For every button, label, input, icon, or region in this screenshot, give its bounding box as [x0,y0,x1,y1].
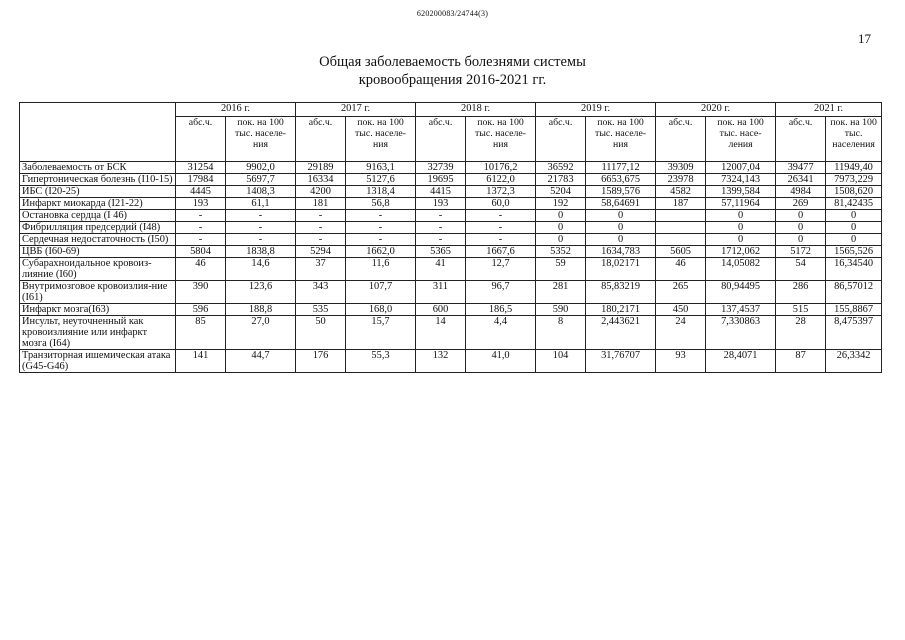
rate-header: пок. на 100 тыс. населе-ния [226,117,296,162]
abs-count-cell: 535 [296,304,346,316]
rate-cell: 56,8 [346,198,416,210]
abs-count-cell: 16334 [296,174,346,186]
rate-header: пок. на 100 тыс. насе-ления [706,117,776,162]
row-label: Фибрилляция предсердий (I48) [20,222,176,234]
abs-count-cell: 5294 [296,246,346,258]
rate-cell: 1662,0 [346,246,416,258]
rate-cell: 0 [706,210,776,222]
table-row [20,186,882,198]
abs-count-cell: 39477 [776,162,826,174]
abs-count-cell: 0 [776,222,826,234]
rate-cell: 107,7 [346,281,416,304]
rate-cell: 168,0 [346,304,416,316]
abs-count-cell: - [416,234,466,246]
year-header: 2020 г. [656,103,776,117]
rate-cell: 28,4071 [706,350,776,373]
rate-cell: 1508,620 [826,186,882,198]
abs-count-header: абс.ч. [296,117,346,162]
abs-count-cell: 23978 [656,174,706,186]
rate-cell: 85,83219 [586,281,656,304]
rate-cell: - [346,222,416,234]
rate-cell: - [346,210,416,222]
rate-cell: 155,8867 [826,304,882,316]
abs-count-cell: 0 [776,234,826,246]
rate-cell: 18,02171 [586,258,656,281]
abs-count-cell: 0 [776,210,826,222]
abs-count-cell: 311 [416,281,466,304]
abs-count-cell: 24 [656,316,706,350]
rate-cell: 1634,783 [586,246,656,258]
abs-count-cell: 37 [296,258,346,281]
abs-count-cell: 590 [536,304,586,316]
abs-count-cell: - [176,222,226,234]
table-row [20,246,882,258]
rate-cell: 60,0 [466,198,536,210]
row-label: Инфаркт миокарда (I21-22) [20,198,176,210]
rate-cell: - [346,234,416,246]
abs-count-header: абс.ч. [656,117,706,162]
rate-cell: 123,6 [226,281,296,304]
abs-count-cell: 390 [176,281,226,304]
row-label: Инфаркт мозга(I63) [20,304,176,316]
table-row [20,210,882,222]
rate-cell: 1565,526 [826,246,882,258]
rate-cell: 1318,4 [346,186,416,198]
rate-cell: 96,7 [466,281,536,304]
abs-count-cell: - [416,210,466,222]
row-label: ИБС (I20-25) [20,186,176,198]
abs-count-cell: 269 [776,198,826,210]
abs-count-cell: - [416,222,466,234]
rate-cell: 57,11964 [706,198,776,210]
rate-cell: 7973,229 [826,174,882,186]
abs-count-cell: 515 [776,304,826,316]
row-label: Сердечная недостаточность (I50) [20,234,176,246]
rate-cell: 10176,2 [466,162,536,174]
rate-cell: 11949,40 [826,162,882,174]
abs-count-cell: 450 [656,304,706,316]
rate-cell: 6653,675 [586,174,656,186]
row-label: Транзиторная ишемическая атака (G45-G46) [20,350,176,373]
row-label: Гипертоническая болезнь (I10-15) [20,174,176,186]
abs-count-cell: 192 [536,198,586,210]
abs-count-cell: 5804 [176,246,226,258]
abs-count-cell: 28 [776,316,826,350]
abs-count-header: абс.ч. [776,117,826,162]
rate-cell: 7,330863 [706,316,776,350]
rate-header: пок. на 100 тыс. населения [826,117,882,162]
abs-count-cell: - [296,222,346,234]
rate-cell: 0 [826,234,882,246]
abs-count-cell: - [176,210,226,222]
row-label: Субарахноидальное кровоиз-лияние (I60) [20,258,176,281]
table-row [20,258,882,281]
abs-count-cell: 54 [776,258,826,281]
abs-count-cell: 4582 [656,186,706,198]
abs-count-cell: 41 [416,258,466,281]
abs-count-header: абс.ч. [536,117,586,162]
rate-cell: 2,443621 [586,316,656,350]
abs-count-cell: 193 [416,198,466,210]
rate-cell: 1667,6 [466,246,536,258]
year-header: 2021 г. [776,103,882,117]
rate-cell: 1372,3 [466,186,536,198]
table-row [20,162,882,174]
rate-cell: 9902,0 [226,162,296,174]
abs-count-cell: 4415 [416,186,466,198]
rate-cell: 12007,04 [706,162,776,174]
document-id: 620200083/24744(3) [416,9,489,18]
year-header: 2019 г. [536,103,656,117]
rate-cell: 0 [586,210,656,222]
abs-count-cell: 141 [176,350,226,373]
abs-count-cell: 187 [656,198,706,210]
table-row [20,350,882,373]
abs-count-cell: 176 [296,350,346,373]
rate-cell: 0 [706,234,776,246]
page-number: 17 [858,31,871,46]
rate-cell: 61,1 [226,198,296,210]
abs-count-cell: 87 [776,350,826,373]
abs-count-cell: 59 [536,258,586,281]
rate-cell: 16,34540 [826,258,882,281]
abs-count-cell: 36592 [536,162,586,174]
abs-count-cell: 5365 [416,246,466,258]
abs-count-cell: 193 [176,198,226,210]
abs-count-header: абс.ч. [176,117,226,162]
rate-cell: 55,3 [346,350,416,373]
rate-cell: 6122,0 [466,174,536,186]
rate-cell: 0 [826,210,882,222]
page-title [0,53,905,89]
abs-count-cell: - [296,210,346,222]
rate-cell: 0 [826,222,882,234]
rate-cell: 44,7 [226,350,296,373]
rate-cell: 5697,7 [226,174,296,186]
abs-count-cell: - [176,234,226,246]
abs-count-cell: 5352 [536,246,586,258]
rate-cell: 1589,576 [586,186,656,198]
table-row [20,234,882,246]
rate-header: пок. на 100 тыс. населе-ния [466,117,536,162]
abs-count-cell: 104 [536,350,586,373]
rate-cell: 4,4 [466,316,536,350]
rate-cell: 14,6 [226,258,296,281]
abs-count-cell: - [296,234,346,246]
abs-count-cell: 596 [176,304,226,316]
abs-count-cell: 85 [176,316,226,350]
abs-count-cell [656,222,706,234]
abs-count-cell: 5605 [656,246,706,258]
rate-header: пок. на 100 тыс. населе-ния [586,117,656,162]
abs-count-cell: 46 [656,258,706,281]
rate-cell: - [226,210,296,222]
abs-count-cell: 181 [296,198,346,210]
table-row [20,281,882,304]
abs-count-cell: 8 [536,316,586,350]
morbidity-table [19,102,882,373]
rate-cell: 180,2171 [586,304,656,316]
year-header-row [20,103,882,117]
abs-count-cell: 4984 [776,186,826,198]
row-label: Заболеваемость от БСК [20,162,176,174]
rate-cell: 137,4537 [706,304,776,316]
abs-count-cell: 31254 [176,162,226,174]
rate-cell: 31,76707 [586,350,656,373]
abs-count-cell: 29189 [296,162,346,174]
rate-cell: 7324,143 [706,174,776,186]
rate-header: пок. на 100 тыс. населе-ния [346,117,416,162]
abs-count-cell: 281 [536,281,586,304]
abs-count-cell: 5204 [536,186,586,198]
rate-cell: 41,0 [466,350,536,373]
abs-count-cell [656,234,706,246]
rate-cell: 0 [706,222,776,234]
table-row [20,222,882,234]
rate-cell: - [466,222,536,234]
title-line-1: Общая заболеваемость болезнями системы [319,54,586,70]
rate-cell: - [466,234,536,246]
rate-cell: - [226,234,296,246]
abs-count-cell: 21783 [536,174,586,186]
abs-count-cell: 17984 [176,174,226,186]
rate-cell: 188,8 [226,304,296,316]
abs-count-cell: 46 [176,258,226,281]
table-body [20,103,882,373]
abs-count-cell: 93 [656,350,706,373]
abs-count-cell: 343 [296,281,346,304]
rate-cell: 9163,1 [346,162,416,174]
rate-cell: 1408,3 [226,186,296,198]
rate-cell: - [226,222,296,234]
rate-cell: 0 [586,222,656,234]
abs-count-cell: 4445 [176,186,226,198]
abs-count-header: абс.ч. [416,117,466,162]
abs-count-cell: 0 [536,234,586,246]
rate-cell: 15,7 [346,316,416,350]
rate-cell: 0 [586,234,656,246]
abs-count-cell [656,210,706,222]
rate-cell: 81,42435 [826,198,882,210]
rate-cell: 11,6 [346,258,416,281]
abs-count-cell: 26341 [776,174,826,186]
rate-cell: 86,57012 [826,281,882,304]
abs-count-cell: 50 [296,316,346,350]
abs-count-cell: 5172 [776,246,826,258]
abs-count-cell: 132 [416,350,466,373]
table-row [20,316,882,350]
rate-cell: 1838,8 [226,246,296,258]
row-label: Внутримозговое кровоизлия-ние (I61) [20,281,176,304]
title-line-2: кровообращения 2016-2021 гг. [358,72,547,88]
year-header: 2018 г. [416,103,536,117]
rate-cell: 1399,584 [706,186,776,198]
abs-count-cell: 0 [536,210,586,222]
abs-count-cell: 39309 [656,162,706,174]
abs-count-cell: 265 [656,281,706,304]
abs-count-cell: 600 [416,304,466,316]
rate-cell: 186,5 [466,304,536,316]
rate-cell: 5127,6 [346,174,416,186]
year-header: 2017 г. [296,103,416,117]
row-label: Инсульт, неуточненный как кровоизлияние или инфаркт мозга (I64) [20,316,176,350]
table-row [20,304,882,316]
abs-count-cell: 14 [416,316,466,350]
rate-cell: 27,0 [226,316,296,350]
rate-cell: 11177,12 [586,162,656,174]
row-label: Остановка сердца (I 46) [20,210,176,222]
rate-cell: 12,7 [466,258,536,281]
abs-count-cell: 19695 [416,174,466,186]
rate-cell: - [466,210,536,222]
abs-count-cell: 4200 [296,186,346,198]
rate-cell: 80,94495 [706,281,776,304]
row-label-header [20,103,176,162]
rate-cell: 1712,062 [706,246,776,258]
rate-cell: 26,3342 [826,350,882,373]
abs-count-cell: 32739 [416,162,466,174]
table-row [20,174,882,186]
abs-count-cell: 0 [536,222,586,234]
rate-cell: 14,05082 [706,258,776,281]
abs-count-cell: 286 [776,281,826,304]
rate-cell: 58,64691 [586,198,656,210]
row-label: ЦВБ (I60-69) [20,246,176,258]
rate-cell: 8,475397 [826,316,882,350]
year-header: 2016 г. [176,103,296,117]
table-row [20,198,882,210]
